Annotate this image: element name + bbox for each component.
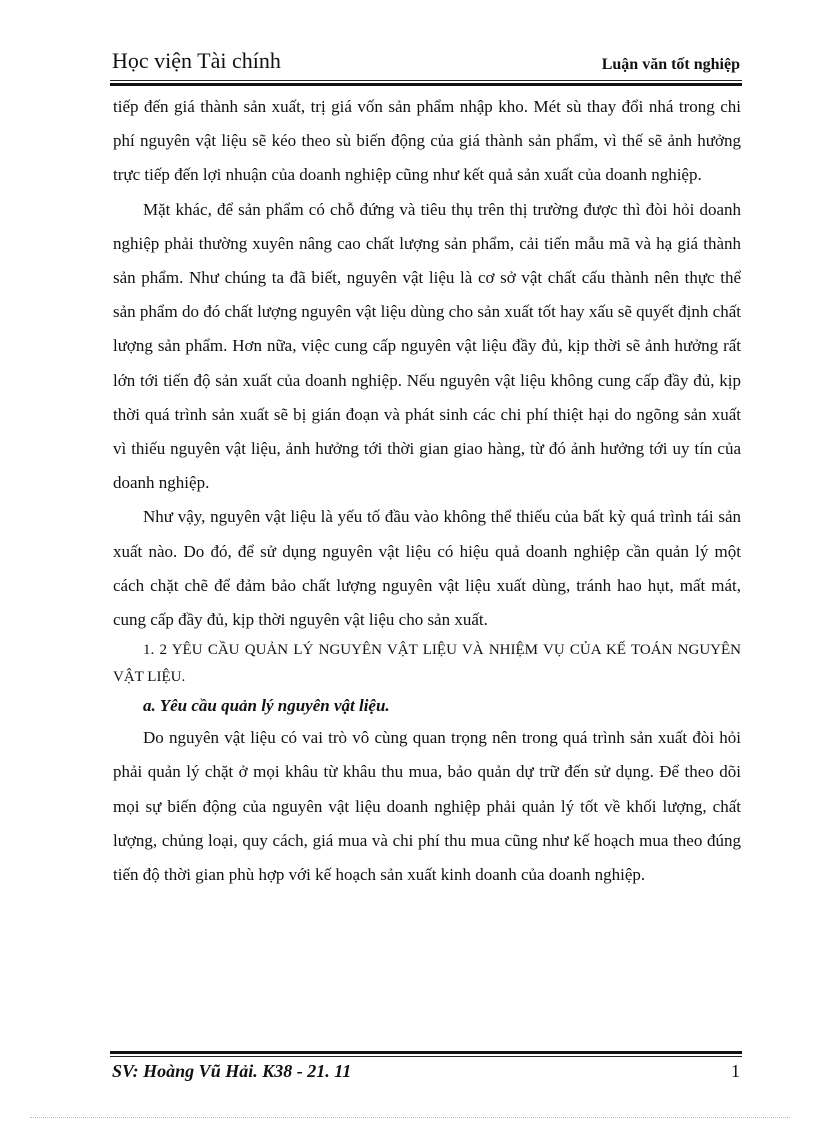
page-edge-dotted-line — [30, 1117, 790, 1118]
paragraph-continuation: tiếp đến giá thành sản xuất, trị giá vốn sản phẩm nhập kho. Mét sù thay đổi nhá trong chi phí nguyên vật liệu sẽ kéo theo sù biến động của giá thành sản phẩm, vì thế sẽ ảnh hưởng trực tiếp đến lợi nhuận của doanh nghiệp cũng như kết quả sản xuất của doanh nghiệp. — [113, 97, 741, 185]
page-footer — [112, 1061, 742, 1087]
paragraph: Như vậy, nguyên vật liệu là yếu tố đầu vào không thể thiếu của bất kỳ quá trình tái sản xuất nào. Do đó, để sử dụng nguyên vật liệu có hiệu quả doanh nghiệp cần quản lý một cách chặt chẽ để đảm bảo chất lượng nguyên vật liệu xuất dùng, tránh hao hụt, mất mát, cung cấp đầy đủ, kịp thời nguyên vật liệu cho sản xuất. — [113, 507, 741, 630]
subsection-heading: a. Yêu cầu quản lý nguyên vật liệu. — [143, 696, 390, 716]
page-number: 1 — [731, 1061, 740, 1081]
header-rule-thin — [110, 80, 742, 81]
paragraph: Do nguyên vật liệu có vai trò vô cùng quan trọng nên trong quá trình sản xuất đòi hỏi phải quản lý chặt ở mọi khâu từ khâu thu mua, bảo quản dự trữ đến sử dụng. Để theo dõi mọi sự biến động của nguyên vật liệu doanh nghiệp phải quản lý tốt về khối lượng, chất lượng, chủng loại, quy cách, giá mua và chi phí thu mua cũng như kế hoạch mua theo đúng tiến độ thời gian phù hợp với kế hoạch sản xuất kinh doanh của doanh nghiệp. — [113, 728, 741, 885]
student-info: SV: Hoàng Vũ Hải. K38 - 21. 11 — [112, 1061, 352, 1081]
footer-rule-thick — [110, 1051, 742, 1054]
institution-title: Học viện Tài chính — [112, 48, 281, 73]
body-text — [113, 90, 741, 892]
page-header — [112, 40, 742, 80]
section-heading: 1. 2 YÊU CẦU QUẢN LÝ NGUYÊN VẬT LIỆU VÀ NHIỆM VỤ CỦA KẾ TOÁN NGUYÊN VẬT LIỆU. — [113, 642, 741, 686]
document-type-title: Luận văn tốt nghiệp — [601, 56, 740, 73]
header-rule-thick — [110, 83, 742, 86]
footer-rule-thin — [110, 1056, 742, 1057]
paragraph: Mặt khác, để sản phẩm có chỗ đứng và tiêu thụ trên thị trường được thì đòi hỏi doanh nghiệp phải thường xuyên nâng cao chất lượng sản phẩm, cải tiến mẫu mã và hạ giá thành sản phẩm. Như chúng ta đã biết, nguyên vật liệu là cơ sở vật chất cấu thành nên thực thể sản phẩm do đó chất lượng nguyên vật liệu dùng cho sản xuất tốt hay xấu sẽ quyết định chất lượng sản phẩm. Hơn nữa, việc cung cấp nguyên vật liệu đầy đủ, kịp thời sẽ ảnh hưởng rất lớn tới tiến độ sản xuất của doanh nghiệp. Nếu nguyên vật liệu không cung cấp đầy đủ, kịp thời quá trình sản xuất sẽ bị gián đoạn và phát sinh các chi phí thiệt hại do ngõng sản xuất vì thiếu nguyên vật liệu, ảnh hưởng tới thời gian giao hàng, từ đó ảnh hưởng tới uy tín của doanh nghiệp. — [113, 199, 741, 493]
